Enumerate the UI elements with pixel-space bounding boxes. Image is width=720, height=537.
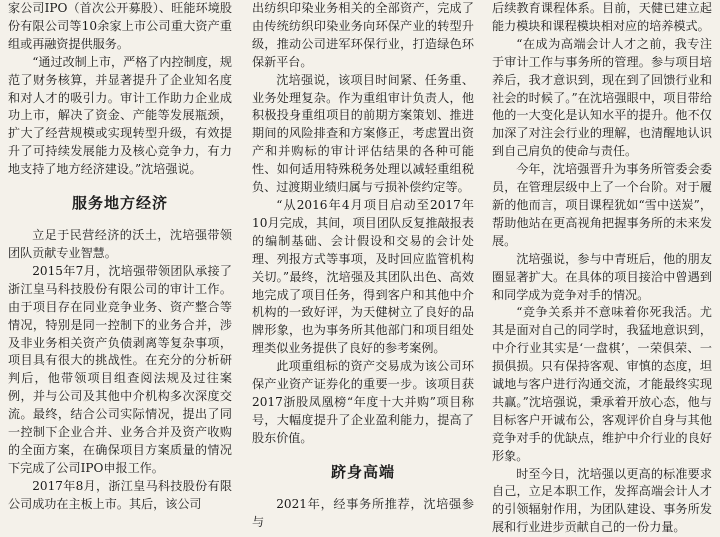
paragraph: 2017年8月，浙江皇马科技股份有限公司成功在主板上市。其后，该公司 (8, 478, 232, 511)
paragraph: “在成为高端会计人才之前，我专注于审计工作与事务所的管理。参与项目培养后，我才意识到，现在到了回馈行业和社会的时候了。”在沈培强眼中，项目带给他的一大变化是认知水平的提升。他不仅加深了对注会行业的理解，也清醒地认识到自己肩负的使命与责任。 (492, 36, 712, 159)
paragraph: “通过改制上市，严格了内控制度，规范了财务核算，并显著提升了企业知名度和对人才的吸引力。审计工作助力企业成功上市，解决了资金、产能等发展瓶颈，扩大了经营规模或实现转型升级，有效提升了可持续发展能力及核心竞争力，有力地支持了地方经济建设。”沈培强说。 (8, 54, 232, 177)
paragraph: 沈培强说，参与中青班后，他的朋友圈显著扩大。在具体的项目接洽中曾遇到和同学成为竞争对手的情况。 (492, 251, 712, 302)
paragraph: 立足于民营经济的沃土，沈培强带领团队贡献专业智慧。 (8, 228, 232, 260)
paragraph: 2021年，经事务所推荐，沈培强参与 (252, 496, 474, 529)
paragraph: 此项重组标的资产交易成为该公司环保产业资产证券化的重要一步。该项目获2017浙股凤凰榜“年度十大并购”项目称号，大幅度提升了企业盈利能力，提高了股东价值。 (252, 359, 474, 445)
paragraph: “竞争关系并不意味着你死我活。尤其是面对自己的同学时，我猛地意识到，中介行业其实是‘一盘棋’，一荣俱荣、一损俱损。只有保持客观、审慎的态度，坦诚地与客户进行沟通交流，才能最终实现共赢。”沈培强说，秉承着开放心态，他与目标客户开诚布公，客观评价自身与其他竞争对手的优缺点，维护中介行业的良好形象。 (492, 305, 712, 463)
paragraph: 出纺织印染业务相关的全部资产，完成了由传统纺织印染业务向环保产业的转型升级，推动公司进军环保行业，打造绿色环保新平台。 (252, 1, 474, 69)
paragraph: 后续教育课程体系。目前，天健已建立起能力模块和课程模块相对应的培养模式。 (492, 1, 712, 33)
section-heading-reach-high-end: 跻身高端 (330, 462, 395, 481)
article-column-3 (482, 0, 716, 535)
paragraph: “从2016年4月项目启动至2017年10月完成，其间，项目团队反复推敲报表的编制基础、会计假设和交易的会计处理、列报方式等事项，及时回应监管机构关切。”最终，沈培强及其团队出色、高效地完成了项目任务，得到客户和其他中介机构的一致好评，为天健树立了良好的品牌形象，也为事务所其他部门和项目组处理类似业务提供了良好的参考案例。 (252, 197, 474, 356)
article-column-1 (4, 0, 242, 524)
paragraph: 今年，沈培强晋升为事务所管委会委员，在管理层级中上了一个台阶。对于履新的他而言，项目课程犹如“雪中送炭”，帮助他站在更高视角把握事务所的未来发展。 (492, 162, 712, 248)
paragraph: 沈培强说，该项目时间紧、任务重、业务处理复杂。作为重组审计负责人，他积极投身重组项目的前期方案策划、推进期间的风险排查和方案修正，考虑置出资产和并购标的审计评估结果的各种可能性、如何适用特殊税务处理以减轻重组税负、过渡期业绩归属与亏损补偿约定等。 (252, 72, 474, 195)
section-heading-serve-local-economy: 服务地方经济 (71, 194, 168, 213)
paragraph: 时至今日，沈培强以更高的标准要求自己，立足本职工作，发挥高端会计人才的引领辐射作用，为团队建设、事务所发展和行业进步贡献自己的一份力量。 (492, 466, 712, 535)
paragraph: 家公司IPO（首次公开募股）、旺能环境股份有限公司等10余家上市公司重大资产重组或再融资提供服务。 (8, 1, 232, 51)
article-column-2 (242, 0, 482, 529)
paragraph: 2015年7月，沈培强带领团队承接了浙江皇马科技股份有限公司的审计工作。由于项目存在同业竞争业务、资产整合等情况，特别是同一控制下的业务合并，涉及非业务相关资产负债剥离等复杂事项，项目具有很大的挑战性。在充分的分析研判后，他带领项目组查阅法规及过往案例，并与公司及其他中介机构多次深度交流。最终，结合公司实际情况，提出了同一控制下企业合并、业务合并及资产收购的全面方案，在确保项目方案质量的情况下完成了公司IPO申报工作。 (8, 263, 232, 475)
